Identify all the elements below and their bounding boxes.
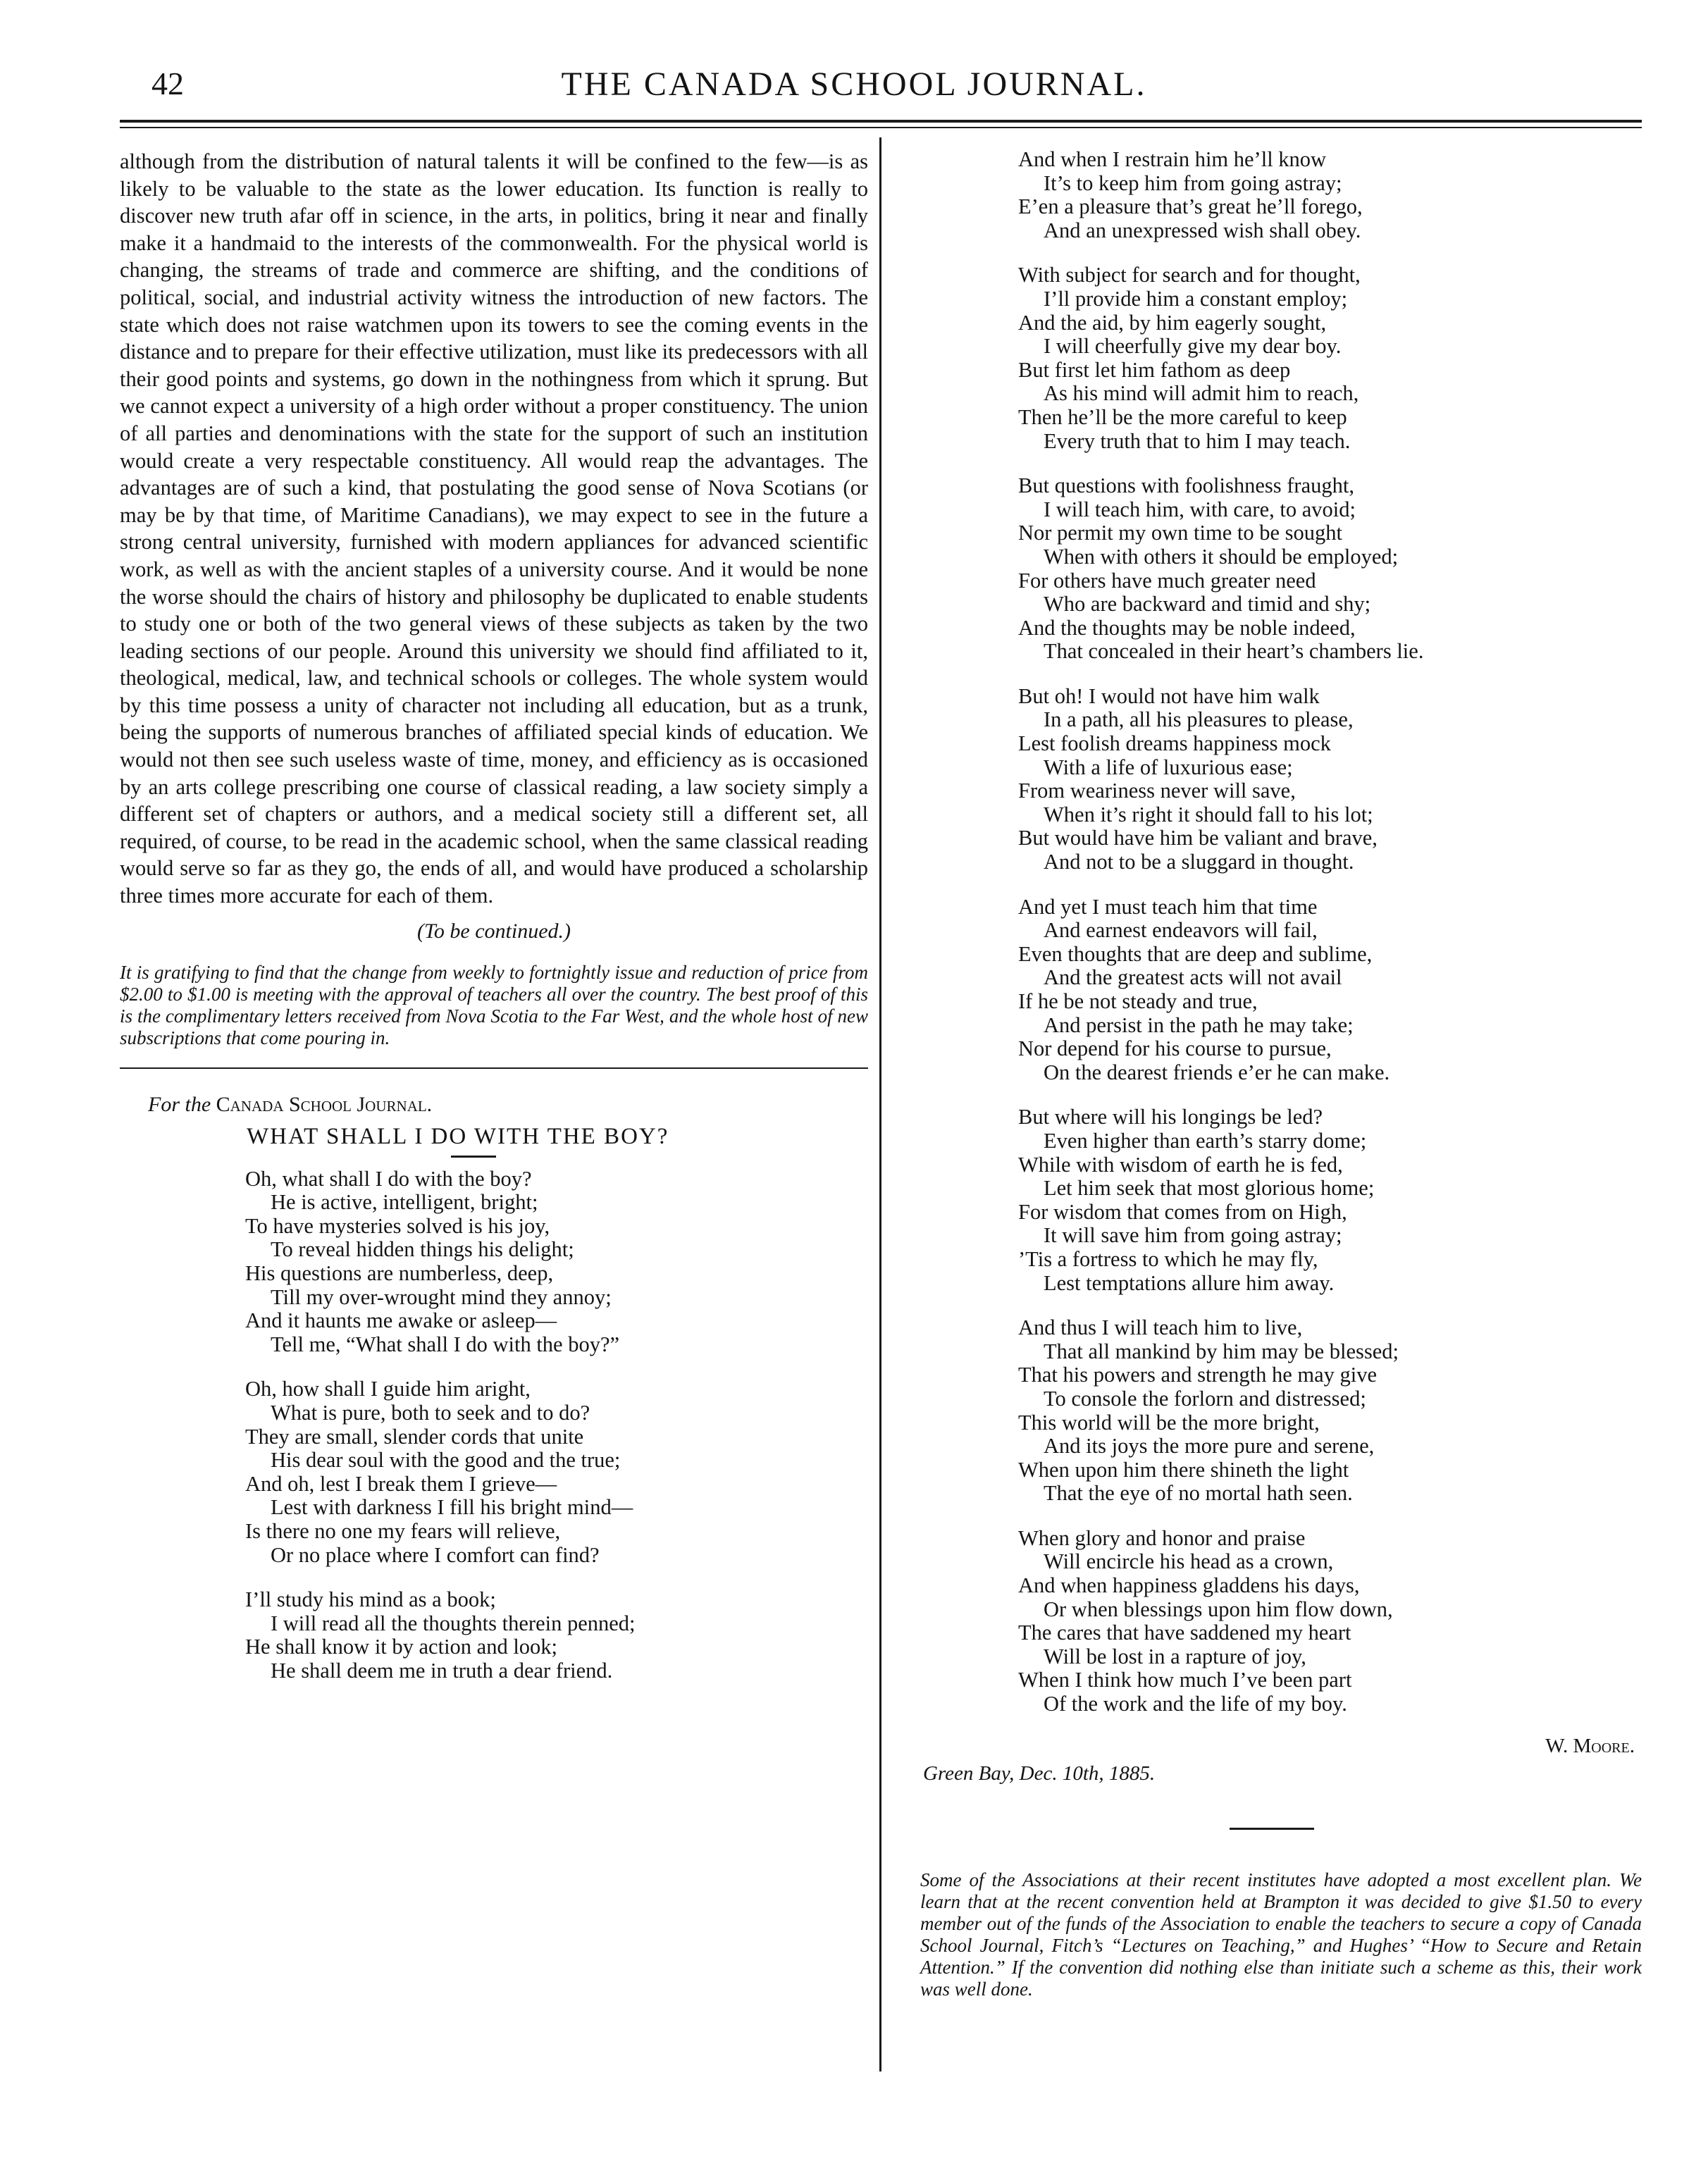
poem-stanza: [1018, 1106, 1642, 1295]
poem-line: Let him seek that most glorious home;: [1044, 1176, 1375, 1201]
for-journal: Canada School Journal.: [216, 1092, 433, 1116]
poem-line: To console the forlorn and distressed;: [1044, 1386, 1366, 1411]
to-be-continued: (To be continued.): [416, 919, 571, 943]
poem-line: Then he’ll be the more careful to keep: [1018, 404, 1347, 429]
poem-line: Nor permit my own time to be sought: [1018, 521, 1342, 545]
editor-note: It is gratifying to find that the change from weekly to fortnightly issue and reduction of price from $2.00 to $1.00 is meeting with the approval of teachers all over the country. The best proof of this is the complimentary letters received from Nova Scotia to the Far West, and the whole host of new subscriptions that come pouring in.: [120, 961, 868, 1048]
right-column: [909, 148, 1642, 2000]
poem-line: They are small, slender cords that unite: [245, 1424, 584, 1449]
poem-stanza: [245, 1377, 868, 1567]
poem-title: WHAT SHALL I DO WITH THE BOY?: [247, 1123, 669, 1149]
poem-line: Will encircle his head as a crown,: [1044, 1549, 1334, 1574]
poem-line: Every truth that to him I may teach.: [1044, 428, 1351, 453]
poem-line: And not to be a sluggard in thought.: [1044, 850, 1354, 874]
poem-line: It’s to keep him from going astray;: [1044, 171, 1342, 195]
poem-line: With subject for search and for thought,: [1018, 263, 1361, 287]
poem-line: But first let him fathom as deep: [1018, 357, 1291, 382]
poem-line: That his powers and strength he may give: [1018, 1363, 1378, 1387]
poem-line: When with others it should be employed;: [1044, 544, 1399, 569]
poem-signature: W. Moore.: [1545, 1734, 1635, 1757]
poem-line: He shall know it by action and look;: [245, 1635, 558, 1659]
poem-line: Or no place where I comfort can find?: [271, 1542, 600, 1567]
poem-line: That the eye of no mortal hath seen.: [1044, 1481, 1353, 1506]
poem-line: I’ll provide him a constant employ;: [1044, 286, 1348, 311]
poem-line: His dear soul with the good and the true;: [271, 1448, 621, 1473]
header-rule: [120, 120, 1642, 123]
poem-line: With a life of luxurious ease;: [1044, 755, 1293, 779]
poem-line: And its joys the more pure and serene,: [1044, 1434, 1375, 1459]
page-number: 42: [151, 66, 184, 101]
poem-line: I will cheerfully give my dear boy.: [1044, 334, 1342, 359]
section-rule: [1230, 1828, 1314, 1830]
poem-line: And it haunts me awake or asleep—: [245, 1308, 557, 1333]
poem-line: What is pure, both to seek and to do?: [271, 1400, 590, 1425]
poem-line: When glory and honor and praise: [1018, 1525, 1306, 1550]
poem-line: And oh, lest I break them I grieve—: [245, 1471, 557, 1496]
poem-line: And thus I will teach him to live,: [1018, 1315, 1303, 1340]
poem-line: ’Tis a fortress to which he may fly,: [1018, 1246, 1318, 1271]
article-body: [120, 148, 868, 910]
poem-line: As his mind will admit him to reach,: [1044, 381, 1359, 406]
poem-line: Or when blessings upon him flow down,: [1044, 1597, 1393, 1621]
poem-line: And the thoughts may be noble indeed,: [1018, 615, 1356, 640]
section-rule: [120, 1067, 868, 1069]
poem-line: Who are backward and timid and shy;: [1044, 592, 1371, 617]
poem-line: And earnest endeavors will fail,: [1044, 918, 1318, 943]
poem-line: His questions are numberless, deep,: [245, 1261, 554, 1285]
poem-line: E’en a pleasure that’s great he’ll forego,: [1018, 194, 1363, 219]
poem-right: [909, 148, 1642, 1716]
poem-line: Lest foolish dreams happiness mock: [1018, 731, 1331, 756]
poem-stanza: [1018, 1527, 1642, 1716]
poem-line: If he be not steady and true,: [1018, 989, 1258, 1013]
poem-line: I will teach him, with care, to avoid;: [1044, 497, 1356, 521]
poem-line: This world will be the more bright,: [1018, 1410, 1320, 1435]
journal-title: THE CANADA SCHOOL JOURNAL.: [561, 66, 1147, 103]
poem-line: Will be lost in a rapture of joy,: [1044, 1644, 1306, 1668]
poem-line: While with wisdom of earth he is fed,: [1018, 1152, 1343, 1177]
poem-line: For others have much greater need: [1018, 568, 1316, 593]
poem-line: And the aid, by him eagerly sought,: [1018, 310, 1327, 335]
poem-line: Of the work and the life of my boy.: [1044, 1692, 1347, 1716]
poem-line: Is there no one my fears will relieve,: [245, 1518, 561, 1543]
poem-stanza: [1018, 264, 1642, 453]
poem-stanza: [245, 1588, 868, 1683]
poem-line: I will read all the thoughts therein penned;: [271, 1611, 636, 1635]
header-rule-thin: [120, 127, 1642, 128]
poem-line: When I think how much I’ve been part: [1018, 1668, 1352, 1692]
for-prefix: For the: [148, 1092, 211, 1116]
poem-line: I’ll study his mind as a book;: [245, 1587, 496, 1612]
poem-line: And an unexpressed wish shall obey.: [1044, 218, 1361, 242]
poem-line: And persist in the path he may take;: [1044, 1012, 1354, 1037]
poem-line: Even higher than earth’s starry dome;: [1044, 1128, 1367, 1153]
poem-stanza: [1018, 896, 1642, 1085]
poem-line: The cares that have saddened my heart: [1018, 1621, 1351, 1645]
poem-line: Even thoughts that are deep and sublime,: [1018, 941, 1373, 966]
poem-stanza: [1018, 685, 1642, 874]
poem-line: And the greatest acts will not avail: [1044, 965, 1342, 990]
poem-dateline: Green Bay, Dec. 10th, 1885.: [923, 1761, 1156, 1785]
poem-stanza: [245, 1168, 868, 1357]
column-divider: [879, 137, 881, 2071]
poem-stanza: [1018, 148, 1642, 242]
poem-line: That all mankind by him may be blessed;: [1044, 1339, 1399, 1363]
article-paragraph: although from the distribution of natural talents it will be confined to the few—is as likely to be valuable to the state as the lower education. Its function is really to discover new truth afar off in science, in the arts, in politics, bring it near and finally make it a handmaid to the interests of the commonwealth. For the physical world is changing, the streams of trade and commerce are shifting, and the conditions of political, social, and industrial activity witness the introduction of new factors. The state which does not raise watchmen upon its towers to see the coming events in the distance and to prepare for their effective utilization, must like its predecessors with all their good points and systems, go down in the nothingness from which it sprung. But we cannot expect a university of a high order without a proper constituency. The union of all parties and denominations with the state for the support of such an institution would create a very respectable constituency. All would reap the advantages. The advantages are of such a kind, that postulating the good sense of Nova Scotians (or may be by that time, of Maritime Canadians), we may expect to see in the future a strong central university, furnished with modern appliances for advanced scientific work, as well as with the ancient staples of a university course. And it would be none the worse should the chairs of history and philosophy be duplicated to enable students to study one or both of the two general views of these subjects as taken by the two leading sections of our people. Around this university we should find affiliated to it, theological, medical, law, and technical schools or colleges. The whole system would by this time possess a unity of character not including all education, but as a trunk, being the supports of numerous branches of affiliated special kinds of education. We would not then see such useless waste of time, money, and efficiency as is occasioned by an arts college prescribing one course of classical reading, a law society simply a different set of chapters or authors, and a medical society still a different set, all required, of course, to be read in the academic school, when the same classical reading would serve so far as they go, the ends of all, and would have produced a scholarship three times more accurate for each of them.: [120, 149, 868, 908]
poem-line: But questions with foolishness fraught,: [1018, 473, 1354, 498]
poem-line: But where will his longings be led?: [1018, 1105, 1323, 1129]
left-column: [120, 148, 868, 1704]
poem-attribution-line: [148, 1093, 868, 1117]
poem-line: From weariness never will save,: [1018, 779, 1296, 803]
poem-line: But would have him be valiant and brave,: [1018, 826, 1378, 850]
poem-line: Lest with darkness I fill his bright mind—: [271, 1495, 633, 1520]
page-header: [0, 0, 1708, 141]
poem-line: Oh, how shall I guide him aright,: [245, 1377, 531, 1401]
poem-line: It will save him from going astray;: [1044, 1223, 1342, 1248]
poem-line: To have mysteries solved is his joy,: [245, 1213, 550, 1238]
associations-note: Some of the Associations at their recent institutes have adopted a most excellent plan. We learn that at the recent convention held at Brampton it was decided to give $1.50 to every member out of the funds of the Association to enable the teachers to secure a copy of Canada School Journal, Fitch’s “Lectures on Teaching,” and Hughes’ “How to Secure and Retain Attention.” If the convention did nothing else than initiate such a scheme as this, their work was well done.: [920, 1869, 1642, 2000]
poem-line: Lest temptations allure him away.: [1044, 1270, 1335, 1295]
title-rule: [451, 1156, 496, 1158]
poem-line: When it’s right it should fall to his lot;: [1044, 802, 1373, 826]
poem-line: And when I restrain him he’ll know: [1018, 147, 1327, 171]
poem-line: When upon him there shineth the light: [1018, 1457, 1349, 1482]
poem-line: In a path, all his pleasures to please,: [1044, 707, 1354, 732]
poem-line: And yet I must teach him that time: [1018, 894, 1318, 919]
poem-line: Till my over-wrought mind they annoy;: [271, 1284, 612, 1309]
poem-line: For wisdom that comes from on High,: [1018, 1199, 1347, 1224]
poem-left: [120, 1168, 868, 1683]
poem-line: Oh, what shall I do with the boy?: [245, 1166, 532, 1191]
poem-line: Tell me, “What shall I do with the boy?”: [271, 1332, 620, 1356]
poem-stanza: [1018, 474, 1642, 664]
poem-line: To reveal hidden things his delight;: [271, 1237, 574, 1262]
poem-line: He is active, intelligent, bright;: [271, 1190, 538, 1215]
poem-stanza: [1018, 1316, 1642, 1506]
poem-line: Nor depend for his course to pursue,: [1018, 1036, 1332, 1061]
poem-line: But oh! I would not have him walk: [1018, 683, 1320, 708]
poem-line: That concealed in their heart’s chambers lie.: [1044, 639, 1424, 664]
poem-line: And when happiness gladdens his days,: [1018, 1573, 1360, 1598]
poem-line: On the dearest friends e’er he can make.: [1044, 1060, 1390, 1084]
poem-line: He shall deem me in truth a dear friend.: [271, 1658, 613, 1683]
